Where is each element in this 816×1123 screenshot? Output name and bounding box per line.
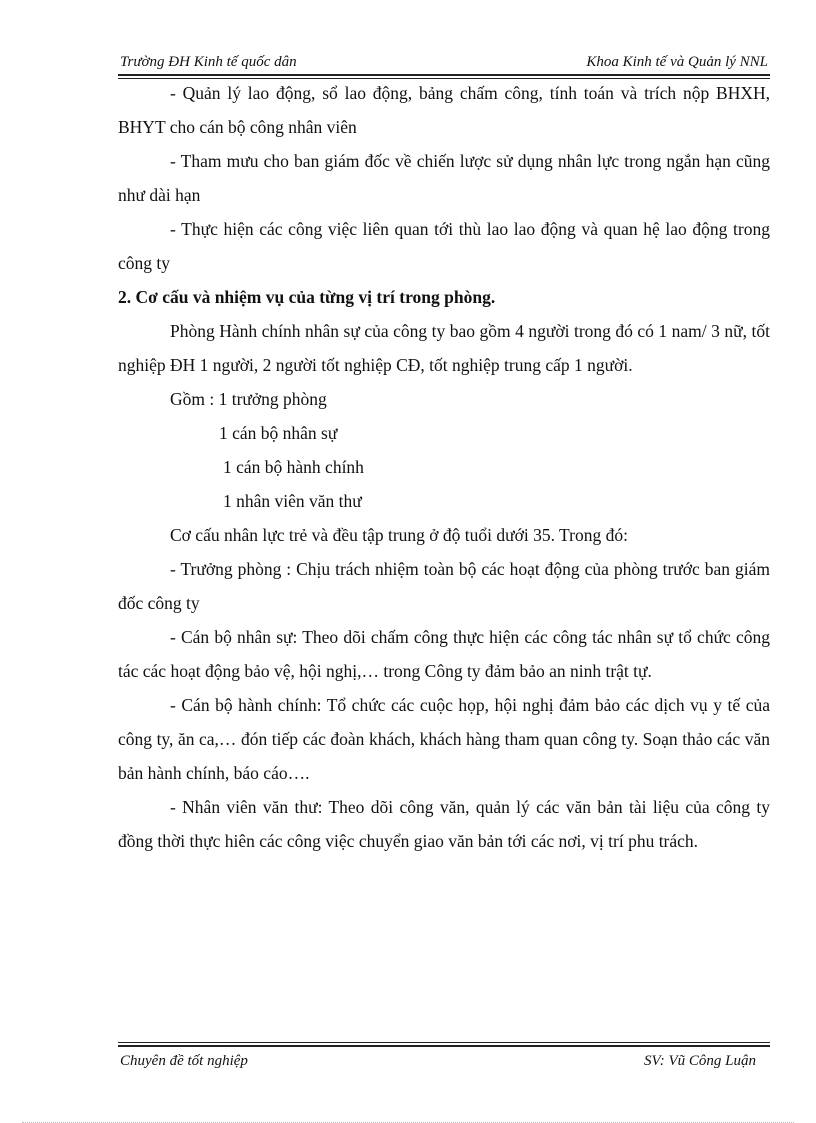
staff-list-item: Gồm : 1 trưởng phòng bbox=[170, 389, 327, 409]
paragraph-hr-officer: - Cán bộ nhân sự: Theo dõi chấm công thực hiện các công tác nhân sự tổ chức công tác các hoạt động bảo vệ, hội nghị,… trong Công ty đảm bảo an ninh trật tự. bbox=[118, 627, 770, 681]
header-faculty: Khoa Kinh tế và Quản lý NNL bbox=[586, 54, 768, 70]
paragraph-hr-strategy: - Tham mưu cho ban giám đốc về chiến lược sử dụng nhân lực trong ngắn hạn cũng như dài hạn bbox=[118, 151, 770, 205]
document-body bbox=[118, 76, 770, 858]
section-heading: 2. Cơ cấu và nhiệm vụ của từng vị trí trong phòng. bbox=[118, 287, 496, 307]
footer-divider bbox=[118, 1045, 770, 1047]
page-footer bbox=[118, 1053, 770, 1077]
header-university: Trường ĐH Kinh tế quốc dân bbox=[120, 54, 297, 70]
paragraph-head-of-department: - Trưởng phòng : Chịu trách nhiệm toàn bộ các hoạt động của phòng trước ban giám đốc công ty bbox=[118, 559, 770, 613]
paragraph-clerk: - Nhân viên văn thư: Theo dõi công văn, quản lý các văn bản tài liệu của công ty đồng thời thực hiên các công việc chuyển giao văn bản tới các nơi, vị trí phu trách. bbox=[118, 797, 770, 851]
paragraph-department-overview: Phòng Hành chính nhân sự của công ty bao gồm 4 người trong đó có 1 nam/ 3 nữ, tốt nghiệp ĐH 1 người, 2 người tốt nghiệp CĐ, tốt nghiệp trung cấp 1 người. bbox=[118, 321, 770, 375]
footer-student-name: SV: Vũ Công Luận bbox=[644, 1053, 756, 1069]
paragraph-age-structure: Cơ cấu nhân lực trẻ và đều tập trung ở độ tuổi dưới 35. Trong đó: bbox=[170, 525, 628, 545]
staff-list-item: 1 cán bộ nhân sự bbox=[219, 423, 338, 443]
page-header bbox=[118, 52, 770, 76]
footer-divider-thin bbox=[118, 1042, 770, 1043]
paragraph-admin-officer: - Cán bộ hành chính: Tổ chức các cuộc họp, hội nghị đảm bảo các dịch vụ y tế của công ty, ăn ca,… đón tiếp các đoàn khách, khách hàng tham quan công ty. Soạn thảo các văn bản hành chính, báo cáo…. bbox=[118, 695, 770, 783]
footer-document-type: Chuyên đề tốt nghiệp bbox=[120, 1053, 248, 1069]
staff-list-item: 1 nhân viên văn thư bbox=[223, 491, 362, 511]
staff-list-item: 1 cán bộ hành chính bbox=[223, 457, 364, 477]
paragraph-labor-management: - Quản lý lao động, sổ lao động, bảng chấm công, tính toán và trích nộp BHXH, BHYT cho cán bộ công nhân viên bbox=[118, 83, 770, 137]
paragraph-compensation: - Thực hiện các công việc liên quan tới thù lao lao động và quan hệ lao động trong công ty bbox=[118, 219, 770, 273]
